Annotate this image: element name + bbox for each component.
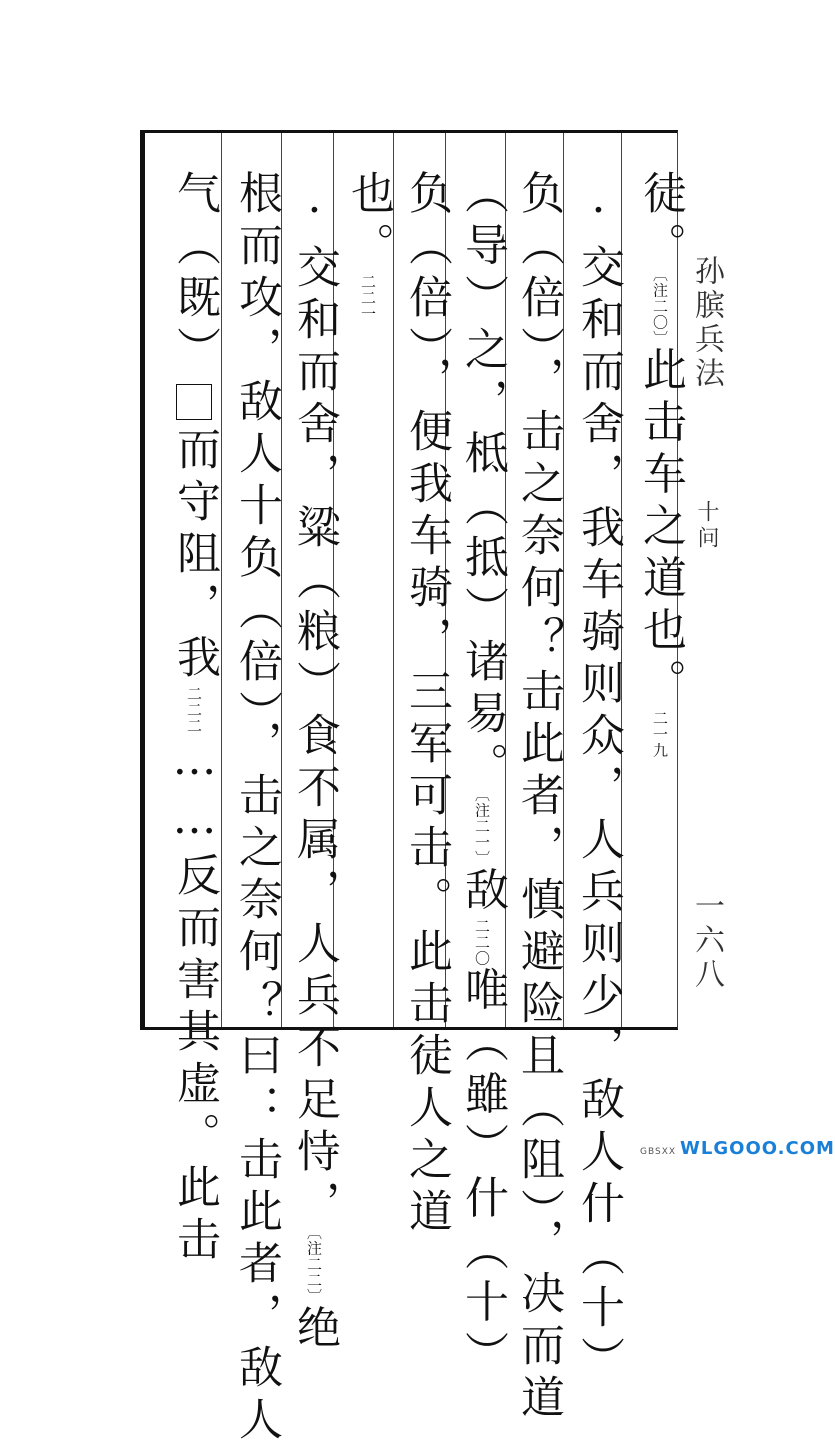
site-watermark [640, 1138, 835, 1159]
annotation-marker: 二二一 [359, 274, 377, 322]
text-segment: 根而攻，敌人十负（倍），击之奈何？曰：击此者，敌人 [231, 170, 282, 1448]
text-segment: ……反而害其虚。此击 [169, 734, 220, 1268]
watermark-site: WLGOOO.COM [680, 1138, 835, 1159]
running-chapter: 十问 [694, 500, 719, 552]
text-segment: ·交和而舍，粱（粮）食不属，人兵不足恃， [289, 185, 340, 1232]
annotation-marker: 〔注二二〕 [305, 1232, 323, 1305]
text-segment: 而守阻，我 [169, 426, 220, 686]
annotation-marker: 〔注二一〕 [473, 794, 491, 867]
annotation-marker: 〔注二〇〕 [651, 274, 669, 347]
text-segment: 唯（雖）什（十） [457, 966, 508, 1383]
watermark-small-text: GBSXX [640, 1147, 677, 1157]
running-title: 孙膑兵法 [689, 255, 724, 391]
annotation-marker: 二二二 [185, 686, 203, 734]
text-segment: 气（既） [169, 170, 220, 378]
text-column-6 [340, 170, 396, 1030]
annotation-marker: 二一九 [651, 710, 669, 759]
text-segment: 敌 [457, 866, 508, 919]
text-column-5 [398, 170, 454, 1240]
text-column-9 [166, 170, 222, 1268]
text-column-8 [228, 170, 284, 1448]
page-number: 一六八 [689, 890, 724, 992]
text-column-2 [570, 185, 626, 1388]
text-segment: 也。 [343, 170, 394, 274]
text-segment: ·交和而舍，我车骑则众，人兵则少，敌人什（十） [573, 185, 624, 1388]
text-column-4 [454, 170, 510, 1383]
text-column-3 [510, 170, 566, 1426]
text-column-7 [286, 185, 342, 1357]
annotation-marker: 二二〇 [473, 918, 491, 967]
text-segment: 徒。 [635, 170, 686, 274]
text-segment: 负（倍），击之奈何？击此者，慎避险且（阻），决而道 [513, 170, 564, 1426]
text-column-1 [632, 170, 688, 1030]
text-segment: 绝 [289, 1304, 340, 1357]
text-segment: 负（倍），便我车骑，三军可击。此击徒人之道 [401, 170, 452, 1240]
missing-character-box [176, 384, 212, 420]
text-segment: 此击车之道也。 [635, 346, 686, 711]
text-segment: （导）之，柢（抵）诸易。 [457, 170, 508, 794]
